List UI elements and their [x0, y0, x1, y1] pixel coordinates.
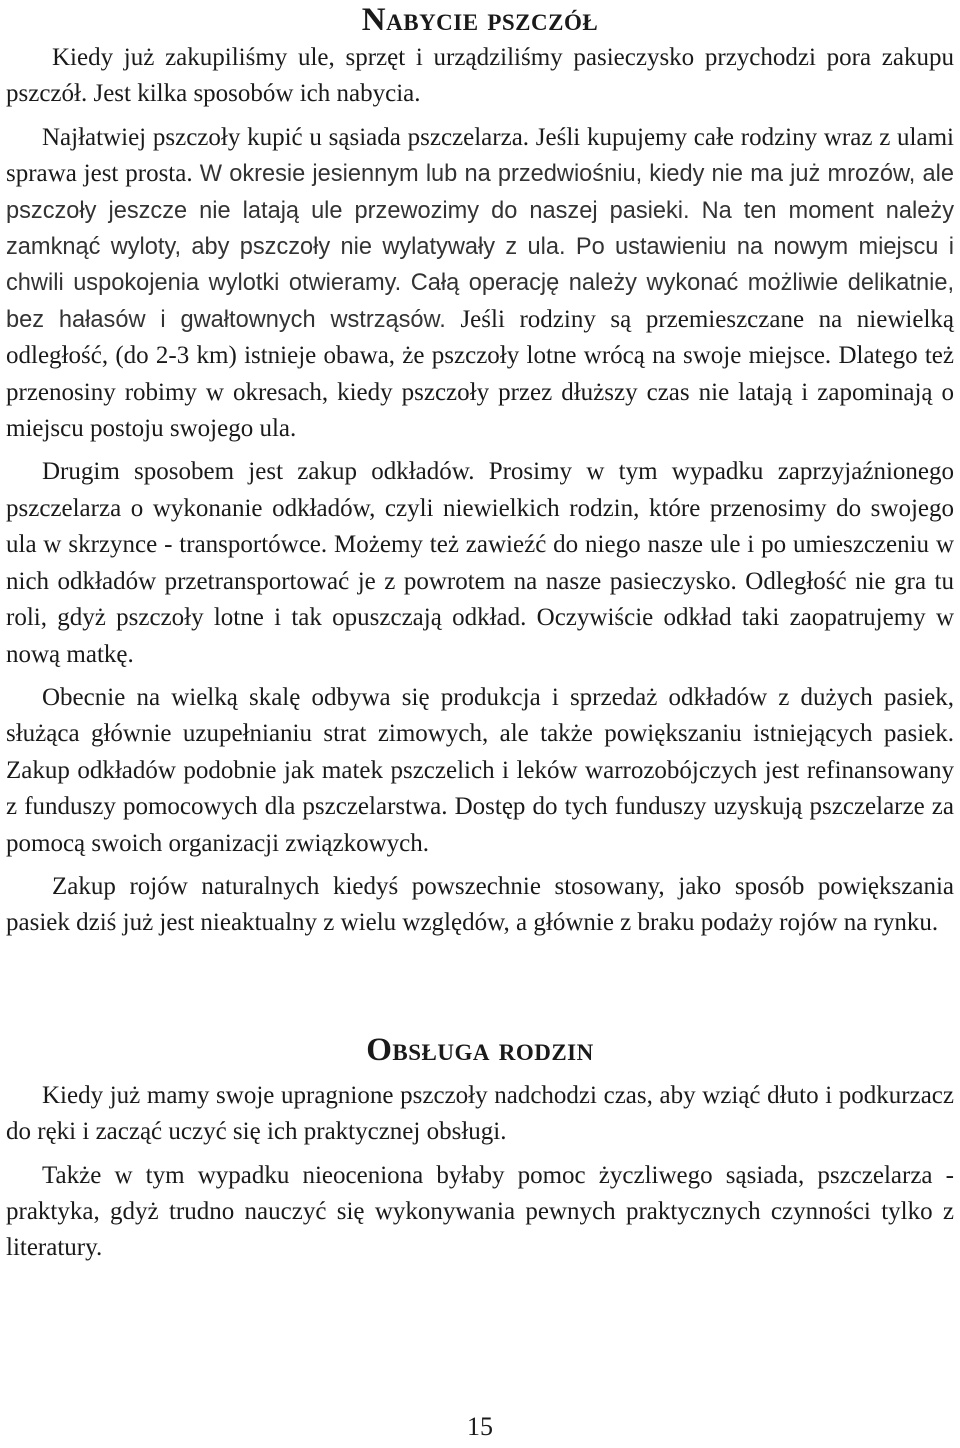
paragraph-text: Jeśli rodziny są przemieszczane na niewielką odległość, (do 2-3 km) istnieje obawa, że pszczoły lotne wrócą na swoje miejsce. Dlatego też przenosiny robimy w okresach, kiedy pszczoły przez dłuższy czas nie latają i zapominają o miejscu postoju swojego ula. [6, 305, 954, 443]
paragraph: Kiedy już zakupiliśmy ule, sprzęt i urządziliśmy pasieczysko przychodzi pora zakupu pszczół. Jest kilka sposobów ich nabycia. [6, 44, 954, 108]
paragraph [6, 120, 954, 448]
paragraph: Drugim sposobem jest zakup odkładów. Prosimy w tym wypadku zaprzyjaźnionego pszczelarza o wykonanie odkładów, czyli niewielkich rodzin, które przenosimy do swojego ula w skrzynce - transportówce. Możemy też zawieźć do niego nasze ule i po umieszczeniu w nich odkładów przetransportować je z powrotem na nasze pasieczysko. Odległość nie gra tu roli, gdyż pszczoły lotne i tak opuszczają odkład. Oczywiście odkład taki zaopatrujemy w nową matkę. [6, 458, 954, 668]
paragraph: Zakup rojów naturalnych kiedyś powszechnie stosowany, jako sposób powiększania pasiek dziś już jest nieaktualny z wielu względów, a głównie z braku podaży rojów na rynku. [6, 872, 954, 937]
paragraph: Kiedy już mamy swoje upragnione pszczoły nadchodzi czas, aby wziąć dłuto i podkurzacz do ręki i zacząć uczyć się ich praktycznej obsługi. [6, 1081, 954, 1146]
paragraph: Także w tym wypadku nieoceniona byłaby pomoc życzliwego sąsiada, pszczelarza - praktyka, gdyż trudno nauczyć się wykonywania pewnych praktycznych czynności tylko z literatury. [6, 1161, 954, 1262]
section-title-obsluga: Obsługa rodzin [366, 1031, 594, 1068]
paragraph: Obecnie na wielką skalę odbywa się produkcja i sprzedaż odkładów z dużych pasiek, służąca głównie uzupełnianiu strat zimowych, ale także powiększaniu istniejących pasiek. Zakup odkładów podobnie jak matek pszczelich i leków warrozobójczych jest refinansowany z funduszy pomocowych dla pszczelarstwa. Dostęp do tych funduszy uzyskują pszczelarze za pomocą swoich organizacji związkowych. [6, 683, 954, 857]
paragraph-text-sans: W okresie jesiennym lub na przedwiośniu, kiedy nie ma już mrozów, ale pszczoły jeszcze nie latają ule przewozimy do naszej pasieki. Na ten moment należy zamknąć wyloty, aby pszczoły nie wylatywały z ula. Po ustawieniu na nowym miejscu i chwili uspokojenia wylotki otwieramy. Całą operację należy wykonać możliwie delikatnie, bez hałasów i gwałtownych wstrząsów. [6, 161, 954, 333]
section-title-nabycie: Nabycie pszczół [361, 2, 599, 38]
paragraph-text: Najłatwiej pszczoły kupić u sąsiada pszczelarza. Jeśli kupujemy całe rodziny wraz z ulami sprawa jest prosta. [6, 123, 954, 188]
page-number: 15 [467, 1412, 493, 1441]
